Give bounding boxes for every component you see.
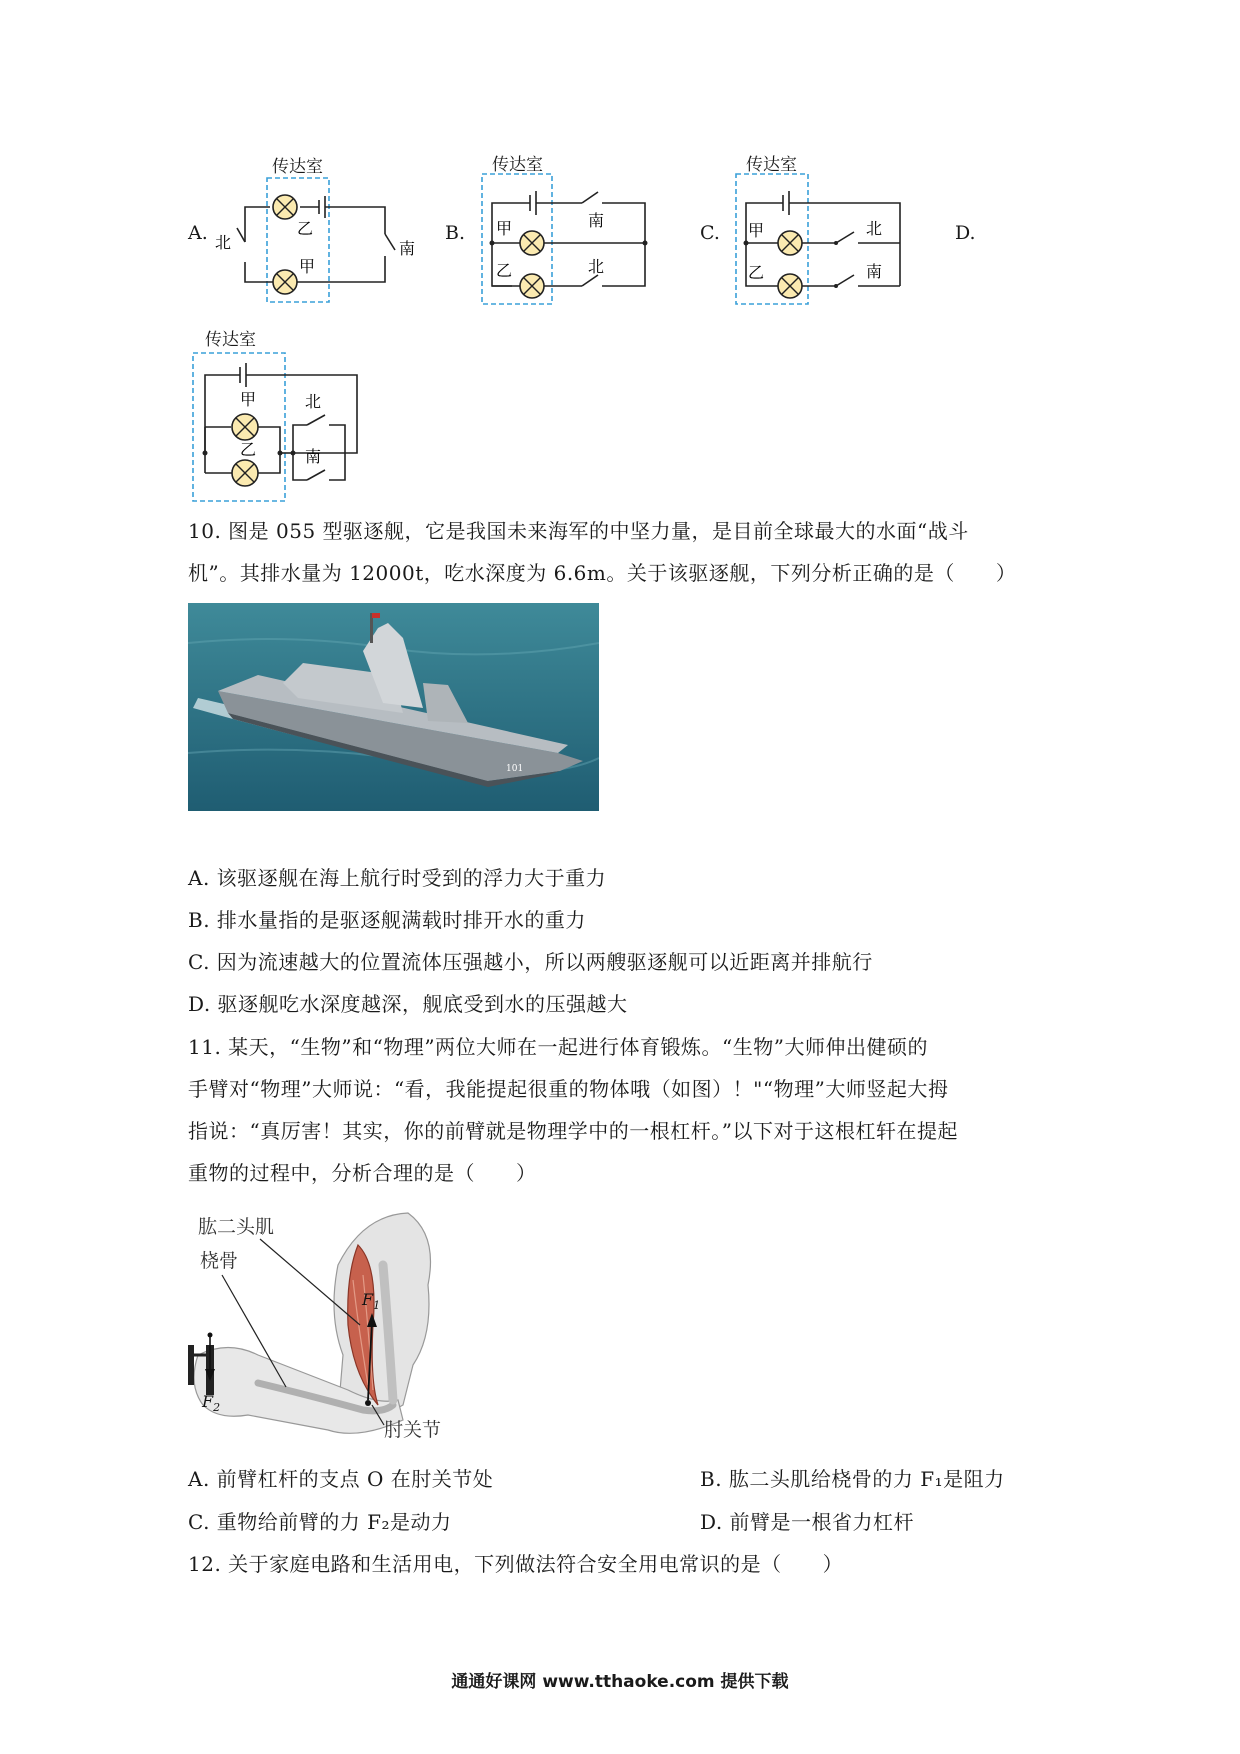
room-label-a: 传达室 [272,157,323,177]
q11-line2: 手臂对“物理”大师说：“看，我能提起很重的物体哦（如图）！"“物理”大师竖起大拇 [188,1077,949,1101]
lamp-jia-icon [232,414,258,440]
south-text: 南 [399,239,416,258]
circuit-a [215,172,420,307]
circuit-d [185,345,370,505]
radius-label: 桡骨 [200,1250,239,1272]
svg-text:南: 南 [588,211,605,230]
option-b-label: B. [445,222,466,244]
lamp-jia-icon [778,231,802,255]
q11-option-b: B. 肱二头肌给桡骨的力 F₁是阻力 [700,1467,1005,1491]
lamp-yi-text: 乙 [297,219,314,238]
f2-label: $F_2$ [202,1392,221,1414]
arm-lever-figure [188,1205,478,1445]
room-label-d: 传达室 [205,330,256,350]
lamp-jia-icon [273,270,297,294]
room-label-b: 传达室 [492,155,543,175]
svg-text:乙: 乙 [748,263,765,282]
f1-label: $F_1$ [362,1290,381,1312]
q11-option-d: D. 前臂是一根省力杠杆 [700,1510,915,1534]
q10-option-d: D. 驱逐舰吃水深度越深，舰底受到水的压强越大 [188,992,628,1016]
q10-line2: 机”。其排水量为 12000t，吃水深度为 6.6m。关于该驱逐舰，下列分析正确的是（ ） [188,561,1017,585]
lamp-yi-icon [273,195,297,219]
svg-text:乙: 乙 [496,261,513,280]
q10-option-a: A. 该驱逐舰在海上航行时受到的浮力大于重力 [188,866,607,890]
lamp-yi-icon [520,274,544,298]
lamp-yi-icon [778,274,802,298]
option-a-label: A. [188,222,208,244]
svg-text:北: 北 [305,392,322,411]
q10-option-c: C. 因为流速越大的位置流体压强越小，所以两艘驱逐舰可以近距离并排航行 [188,950,873,974]
q11-line3: 指说：“真厉害！其实，你的前臂就是物理学中的一根杠杆。”以下对于这根杠轩在提起 [188,1119,958,1143]
svg-text:甲: 甲 [240,390,257,409]
hull-number: 101 [506,764,524,774]
room-label-c: 传达室 [746,155,797,175]
lamp-jia-text: 甲 [299,257,316,276]
svg-text:甲: 甲 [496,219,513,238]
svg-text:乙: 乙 [240,440,257,459]
north-text: 北 [215,233,232,252]
q11-option-a: A. 前臂杠杆的支点 O 在肘关节处 [188,1467,494,1491]
lamp-jia-icon [520,231,544,255]
q11-line4: 重物的过程中，分析合理的是（ ） [188,1161,537,1185]
svg-text:南: 南 [305,447,322,466]
option-c-label: C. [700,222,720,244]
q11-option-c: C. 重物给前臂的力 F₂是动力 [188,1510,452,1534]
q10-line1: 10. 图是 055 型驱逐舰，它是我国未来海军的中坚力量，是目前全球最大的水面“战斗 [188,519,969,543]
svg-text:甲: 甲 [748,221,765,240]
svg-text:北: 北 [866,219,883,238]
svg-text:北: 北 [588,257,605,276]
lamp-yi-icon [232,460,258,486]
q10-option-b: B. 排水量指的是驱逐舰满载时排开水的重力 [188,908,586,932]
page-footer: 通通好课网 www.tthaoke.com 提供下载 [451,1672,789,1692]
option-d-label: D. [955,222,976,244]
svg-text:南: 南 [866,262,883,281]
biceps-label: 肱二头肌 [198,1216,275,1238]
q12-line1: 12. 关于家庭电路和生活用电，下列做法符合安全用电常识的是（ ） [188,1552,844,1576]
destroyer-photo [188,603,599,811]
circuit-b [470,168,660,308]
q11-line1: 11. 某天，“生物”和“物理”两位大师在一起进行体育锻炼。“生物”大师伸出健硕的 [188,1035,929,1059]
circuit-c [728,168,918,308]
elbow-label: 肘关节 [384,1419,442,1441]
